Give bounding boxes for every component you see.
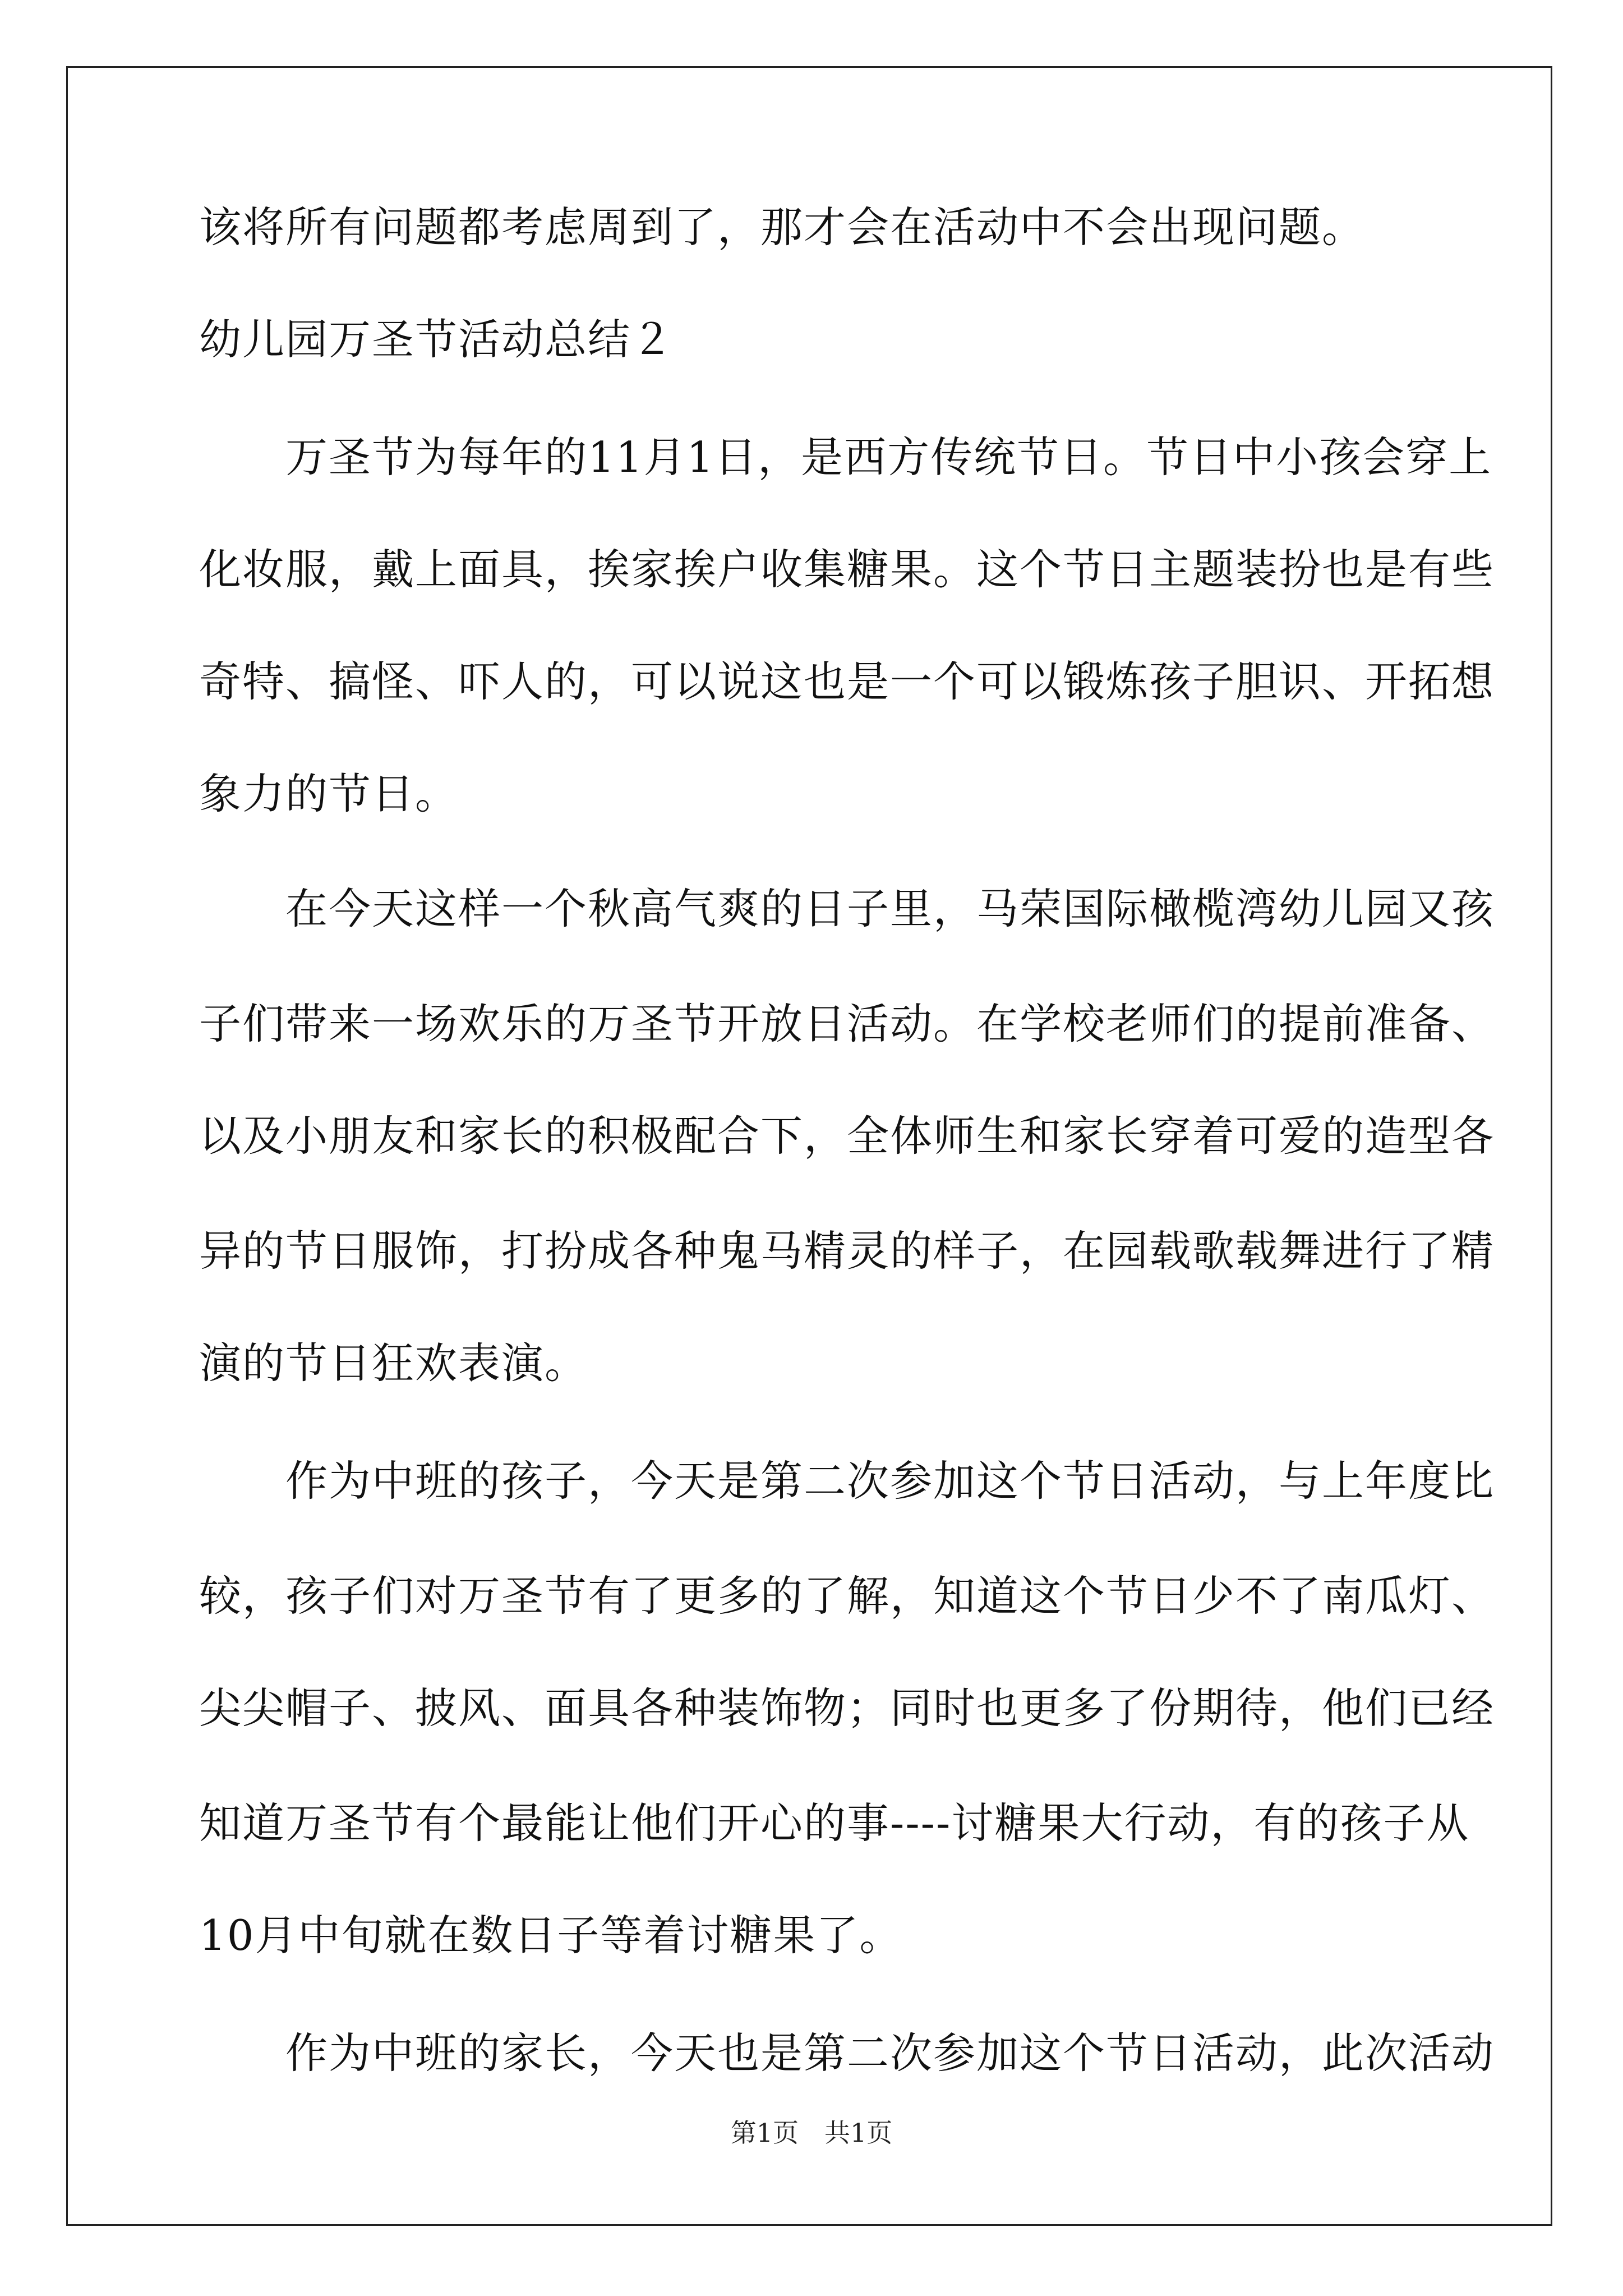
- text-line-9: 以及小朋友和家长的积极配合下，全体师生和家长穿着可爱的造型各: [199, 1111, 1495, 1161]
- section-heading: 幼儿园万圣节活动总结２: [199, 315, 675, 364]
- text-line-4: 化妆服，戴上面具，挨家挨户收集糖果。这个节日主题装扮也是有些: [199, 545, 1495, 594]
- text-line-12: 作为中班的孩子，今天是第二次参加这个节日活动，与上年度比: [199, 1456, 1495, 1506]
- text-line-15: 知道万圣节有个最能让他们开心的事----讨糖果大行动，有的孩子从: [199, 1798, 1470, 1848]
- page-number-footer: 第1页 共1页: [730, 2118, 893, 2148]
- text-line-8: 子们带来一场欢乐的万圣节开放日活动。在学校老师们的提前准备、: [199, 999, 1495, 1048]
- text-line-1: 该将所有问题都考虑周到了，那才会在活动中不会出现问题。: [199, 203, 1366, 252]
- text-line-17: 作为中班的家长，今天也是第二次参加这个节日活动，此次活动: [199, 2028, 1495, 2078]
- text-line-16: 10月中旬就在数日子等着讨糖果了。: [199, 1911, 903, 1960]
- text-line-13: 较，孩子们对万圣节有了更多的了解，知道这个节日少不了南瓜灯、: [199, 1571, 1495, 1621]
- text-line-6: 象力的节日。: [199, 769, 459, 818]
- text-line-14: 尖尖帽子、披风、面具各种装饰物；同时也更多了份期待，他们已经: [199, 1683, 1495, 1733]
- text-line-10: 异的节日服饰，打扮成各种鬼马精灵的样子，在园载歌载舞进行了精: [199, 1226, 1495, 1276]
- text-line-11: 演的节日狂欢表演。: [199, 1338, 588, 1388]
- text-line-7: 在今天这样一个秋高气爽的日子里，马荣国际橄榄湾幼儿园又孩: [199, 884, 1495, 933]
- text-line-3: 万圣节为每年的11月1日，是西方传统节日。节日中小孩会穿上: [199, 432, 1492, 482]
- text-line-5: 奇特、搞怪、吓人的，可以说这也是一个可以锻炼孩子胆识、开拓想: [199, 657, 1495, 706]
